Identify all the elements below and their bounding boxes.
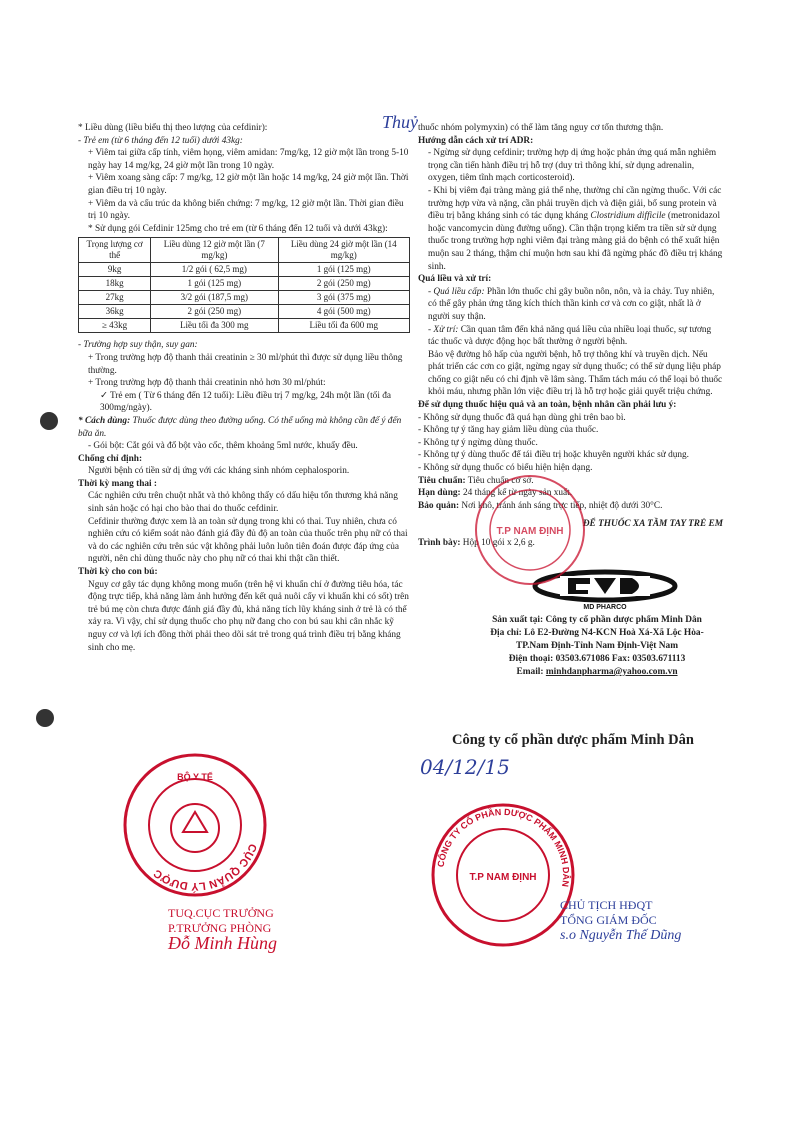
- lactation-heading: Thời kỳ cho con bú:: [78, 567, 158, 578]
- left-column: [78, 122, 410, 654]
- table-row: [79, 305, 410, 319]
- phone-line: Điện thoại: 03503.671086 Fax: 03503.671113: [508, 654, 686, 664]
- patient-note: - Không tự ý dùng thuốc để tái điều trị hoặc khuyên người khác sử dụng.: [418, 450, 689, 461]
- table-row: [79, 263, 410, 277]
- company-stamp-small: [470, 470, 590, 590]
- dosage-otitis: + Viêm tai giữa cấp tính, viêm họng, viêm amidan: 7mg/kg, 12 giờ một lần trong 5-10 ngày hay 14 mg/kg, 24 giờ một lần trong 10 ngày.: [88, 148, 409, 171]
- renal-low-clearance: + Trong trường hợp độ thanh thải creatinin nhỏ hơn 30 ml/phút:: [88, 378, 326, 389]
- storage-value: Nơi khô, tránh ánh sáng trực tiếp, nhiệt độ dưới 30°C.: [459, 500, 663, 511]
- lactation-text: Nguy cơ gây tác dụng không mong muốn (trên hệ vi khuẩn chí ở đường tiêu hóa, tác động trực tiếp, khả năng làm ảnh hưởng đến kết quả nuôi cấy vi khuẩn khi có sốt) trên trẻ bú mẹ còn chưa được đánh giá đầy đủ, khả năng tích lũy kháng sinh ở trẻ là có thể xảy ra. Vì vậy, chỉ sử dụng thuốc cho phụ nữ đang cho con bú sau khi cân nhắc kỹ nguy cơ và lợi ích đồng thời phải theo dõi sát trẻ trong quá trình điều trị bằng kháng sinh cho mẹ.: [88, 579, 409, 653]
- address-line-2: TP.Nam Định-Tỉnh Nam Định-Việt Nam: [515, 641, 679, 651]
- stamp-ring-text: CỤC QUẢN LÝ DƯỢC: [151, 841, 259, 893]
- table-cell: 2 gói (250 mg): [151, 305, 278, 319]
- contraindications-text: Người bệnh có tiền sử dị ứng với các kháng sinh nhóm cephalosporin.: [88, 466, 350, 477]
- table-cell: 1 gói (125 mg): [278, 263, 410, 277]
- administration-label: * Cách dùng:: [78, 415, 131, 426]
- standard-label: Tiêu chuẩn:: [418, 475, 466, 486]
- patient-note: - Không tự ý tăng hay giảm liều dùng của thuốc.: [418, 425, 599, 436]
- children-dosage-subheading: - Trẻ em (từ 6 tháng đến 12 tuổi) dưới 43kg:: [78, 135, 243, 146]
- patient-note: - Không sử dụng thuốc đã quá hạn dùng ghi trên bao bì.: [418, 412, 626, 423]
- overdose-treatment-text: Cần quan tâm đến khả năng quá liều của nhiều loại thuốc, sự tương tác thuốc và dược động học bất thường ở người bệnh.: [428, 324, 712, 348]
- pregnancy-text-1: Các nghiên cứu trên chuột nhắt và thỏ không thấy có dấu hiệu tổn thương khả năng sinh sản hoặc có hại cho bào thai do thuốc cefdinir.: [88, 491, 398, 515]
- table-header: Liều dùng 24 giờ một lần (14 mg/kg): [278, 238, 410, 263]
- packaging-label: Trình bày:: [418, 538, 461, 548]
- powder-instructions: - Gói bột: Cắt gói và đổ bột vào cốc, thêm khoảng 5ml nước, khuấy đều.: [88, 441, 358, 452]
- table-row: [79, 277, 410, 291]
- manufacturer-line: Sản xuất tại: Công ty cổ phần dược phẩm Minh Dân: [492, 615, 702, 625]
- handwritten-initial: Thuỷ: [382, 112, 418, 132]
- adr-text-2a: - Khi bị viêm đại tràng màng giả thể nhẹ, thường chỉ cần ngừng thuốc. Với các trường hợp vừa và nặng, cần phải truyền dịch và điện giải, bổ sung protein và điều trị bằng kháng sinh có tác dụng kháng: [428, 185, 722, 222]
- binder-hole-bottom: [36, 709, 54, 727]
- administration-paragraph: [78, 415, 410, 440]
- stamp-place-text: T.P NAM ĐỊNH: [496, 526, 564, 537]
- table-cell: Liều tối đa 300 mg: [151, 319, 278, 333]
- company-stamp-ring-text: CÔNG TY CỔ PHẦN DƯỢC PHẨM MINH DÂN: [435, 806, 572, 888]
- dosage-heading: * Liều dùng (liều biểu thị theo lượng của cefdinir):: [78, 123, 268, 133]
- adr-text-2c: (metronidazol hoặc vancomycin dùng đường uống). Cần thận trọng kiểm tra tiền sử sử dụng thuốc trong trường hợp nghi viêm đại tràng màng giả do bệnh có thể xuất hiện muộn sau 2 tháng, thậm chí muộn hơn sau khi đã ngừng phác đồ điều trị kháng sinh.: [428, 211, 723, 272]
- right-signature-name: s.o Nguyễn Thế Dũng: [560, 928, 682, 943]
- left-signature-name: Đỗ Minh Hùng: [168, 933, 277, 953]
- email-line: [472, 666, 722, 679]
- adr-text-1: - Ngừng sử dụng cefdinir; trường hợp dị ứng hoặc phản ứng quá mẫn nghiêm trọng cần tiến hành điều trị hỗ trợ (duy trì thông khí, sử dụng adrenalin, oxygen, tiêm tĩnh mạch corticosteroid).: [428, 148, 717, 184]
- table-row: [79, 319, 410, 333]
- administration-text: Thuốc được dùng theo đường uống. Có thể uống mà không cần để ý đến bữa ăn.: [78, 415, 402, 439]
- right-signature-title-1: CHỦ TỊCH HĐQT: [560, 898, 653, 912]
- table-row: [79, 291, 410, 305]
- table-cell: ≥ 43kg: [79, 319, 151, 333]
- left-signature-block: [168, 906, 368, 951]
- table-cell: 27kg: [79, 291, 151, 305]
- right-signature-title-2: TỔNG GIÁM ĐỐC: [560, 913, 657, 927]
- dosage-skin: + Viêm da và cấu trúc da không biến chứng: 7 mg/kg, 12 giờ một lần. Thời gian điều trị 10 ngày.: [88, 198, 404, 222]
- patient-notes-heading: Để sử dụng thuốc hiệu quả và an toàn, bệnh nhân cần phải lưu ý:: [418, 400, 677, 411]
- overdose-acute-text: Phần lớn thuốc chỉ gây buồn nôn, nôn, và ỉa chảy. Tuy nhiên, có thể gây phản ứng tăng kích thích thần kinh cơ và cơn co giật, nhất là ở người suy thận.: [428, 286, 715, 322]
- interaction-tail: thuốc nhóm polymyxin) có thể làm tăng nguy cơ tổn thương thận.: [418, 123, 664, 133]
- overdose-treatment-label: - Xử trí:: [428, 324, 459, 335]
- renal-hepatic-heading: - Trường hợp suy thận, suy gan:: [78, 340, 198, 351]
- handwritten-date: 04/12/15: [420, 755, 510, 779]
- renal-children-dose: ✓ Trẻ em ( Từ 6 tháng đến 12 tuổi): Liều điều trị 7 mg/kg, 24h một lần (tối đa 300mg/ngày).: [100, 390, 392, 414]
- storage-label: Bảo quản:: [418, 500, 460, 511]
- binder-hole-top: [40, 412, 58, 430]
- company-stamp-place: T.P NAM ĐỊNH: [469, 872, 537, 883]
- table-header: Liều dùng 12 giờ một lần (7 mg/kg): [151, 238, 278, 263]
- table-header: Trọng lượng cơ thể: [79, 238, 151, 263]
- left-signature-title-2: P.TRƯỞNG PHÒNG: [168, 921, 272, 935]
- renal-normal-dose: + Trong trường hợp độ thanh thải creatinin ≥ 30 ml/phút thì được sử dụng liều thông thường.: [88, 352, 403, 376]
- sachet-usage-note: * Sử dụng gói Cefdinir 125mg cho trẻ em (từ 6 tháng đến 12 tuổi và dưới 43kg):: [88, 223, 388, 234]
- adr-organism: Clostridium difficile: [590, 211, 666, 222]
- address-line-1: Địa chỉ: Lô E2-Đường N4-KCN Hoà Xá-Xã Lộc Hòa-: [490, 628, 704, 638]
- packaging-value: Hộp 10 gói x 2,6 g.: [460, 538, 535, 548]
- pregnancy-text-2: Cefdinir thường được xem là an toàn sử dụng trong khi có thai. Tuy nhiên, chưa có nghiên cứu có kiểm soát nào đánh giá đầy đủ độ an toàn của thuốc trên phụ nữ có thai và do các nghiên cứu trên súc vật không phải luôn luôn tiên đoán được đáp ứng của người, nên chỉ dùng thuốc này cho phụ nữ có thai khi thật cần thiết.: [88, 516, 408, 565]
- manufacturer-block: [472, 614, 722, 679]
- shelf-life-value: 24 tháng kể từ ngày sản xuất.: [460, 488, 573, 499]
- overdose-acute: [418, 286, 723, 324]
- adr-text-2: [418, 185, 723, 273]
- table-cell: 3 gói (375 mg): [278, 291, 410, 305]
- company-stamp: [428, 800, 578, 950]
- right-signature-block: [560, 898, 760, 943]
- table-header-row: [79, 238, 410, 263]
- table-cell: 3/2 gói (187,5 mg): [151, 291, 278, 305]
- dosage-sinusitis: + Viêm xoang sàng cấp: 7 mg/kg, 12 giờ một lần hoặc 14 mg/kg, 24 giờ một lần. Thời gian điều trị 10 ngày.: [88, 173, 409, 196]
- table-cell: 4 gói (500 mg): [278, 305, 410, 319]
- table-cell: 18kg: [79, 277, 151, 291]
- adr-heading: Hướng dẫn cách xử trí ADR:: [418, 135, 534, 146]
- email-label: Email:: [516, 667, 546, 677]
- patient-note: - Không tự ý ngừng dùng thuốc.: [418, 437, 538, 448]
- dosage-table: [78, 237, 410, 333]
- stamp-top-text: BỘ Y TẾ: [177, 772, 213, 782]
- table-cell: 2 gói (250 mg): [278, 277, 410, 291]
- overdose-treatment: [418, 324, 723, 349]
- table-cell: 36kg: [79, 305, 151, 319]
- keep-away-warning: ĐỂ THUỐC XA TẦM TAY TRẺ EM: [582, 519, 723, 530]
- overdose-heading: Quá liều và xử trí:: [418, 274, 492, 285]
- company-title: Công ty cổ phần dược phẩm Minh Dân: [452, 732, 694, 748]
- overdose-support: Bảo vệ đường hô hấp của người bệnh, hỗ trợ thông khí và truyền dịch. Nếu phát triển các cơn co giật, ngừng ngay sử dụng thuốc; có thể sử dụng liệu pháp chống co giật nếu có chỉ định về lâm sàng. Thẩm tách máu có thể loại bỏ thuốc khỏi máu, nhưng phần lớn việc điều trị là hỗ trợ hoặc giải quyết triệu chứng.: [428, 349, 723, 398]
- left-signature-title-1: TUQ.CỤC TRƯỞNG: [168, 906, 274, 920]
- patient-note: - Không sử dụng thuốc có biểu hiện hiện dạng.: [418, 463, 593, 474]
- pregnancy-heading: Thời kỳ mang thai :: [78, 478, 158, 489]
- overdose-acute-label: - Quá liều cấp:: [428, 286, 485, 297]
- logo-text: MD PHARCO: [583, 604, 627, 611]
- table-cell: 1/2 gói ( 62,5 mg): [151, 263, 278, 277]
- email-address: minhdanpharma@yahoo.com.vn: [545, 667, 678, 677]
- contraindications-heading: Chống chỉ định:: [78, 453, 143, 464]
- table-cell: 9kg: [79, 263, 151, 277]
- table-cell: 1 gói (125 mg): [151, 277, 278, 291]
- ministry-stamp: [120, 750, 270, 900]
- table-cell: Liều tối đa 600 mg: [278, 319, 410, 333]
- standard-value: Tiêu chuẩn cơ sở.: [465, 475, 534, 486]
- shelf-life-label: Hạn dùng:: [418, 488, 461, 499]
